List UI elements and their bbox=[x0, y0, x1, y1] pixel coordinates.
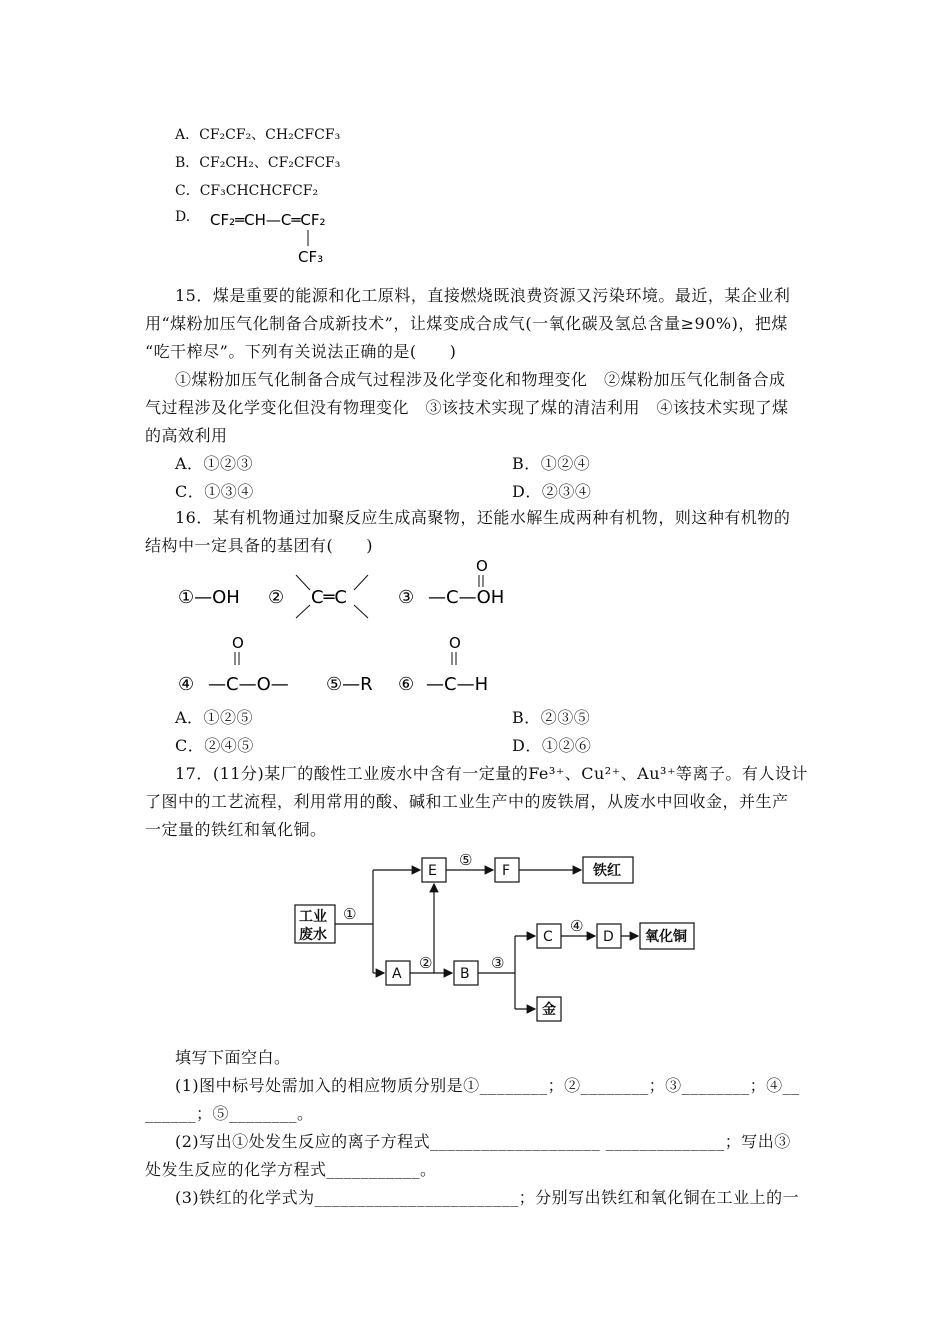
q14-option-a: A．CF₂CF₂、CH₂CFCF₃ bbox=[175, 127, 341, 143]
q17-part1-line2: ______；⑤________。 bbox=[145, 1104, 314, 1123]
q15-option-c: C．①③④ bbox=[175, 482, 254, 501]
q17-flow-chart bbox=[285, 845, 705, 1030]
q17-stem-line1: 17．(11分)某厂的酸性工业废水中含有一定量的Fe³⁺、Cu²⁺、Au³⁺等离子。有人设计 bbox=[175, 764, 808, 783]
q16-group-2-structure: C═C bbox=[311, 587, 347, 608]
svg-text:铁红: 铁红 bbox=[593, 863, 621, 879]
svg-text:A: A bbox=[392, 966, 402, 982]
svg-text:氧化铜: 氧化铜 bbox=[645, 929, 687, 945]
q15-option-a: A．①②③ bbox=[175, 454, 254, 473]
svg-text:C: C bbox=[543, 929, 553, 945]
q16-group-6-oxygen: O bbox=[449, 634, 461, 652]
q17-part2-line1: (2)写出①处发生反应的离子方程式____________________ ______________；写出③ bbox=[175, 1132, 791, 1151]
q16-group-6-number: ⑥ bbox=[398, 674, 415, 695]
svg-text:B: B bbox=[460, 966, 470, 982]
q16-group-3-structure: —C—OH bbox=[428, 587, 505, 608]
svg-text:金: 金 bbox=[542, 1002, 556, 1018]
q17-stem-line3: 一定量的铁红和氧化铜。 bbox=[145, 820, 327, 839]
q14-option-d-label: D. bbox=[175, 209, 191, 225]
q16-group-4-oxygen: O bbox=[232, 634, 244, 652]
svg-text:③: ③ bbox=[491, 954, 505, 972]
q15-statement-line3: 的高效利用 bbox=[145, 426, 228, 445]
q16-functional-groups bbox=[170, 555, 550, 705]
q16-group-2-number: ② bbox=[268, 587, 285, 608]
q16-group-3-oxygen: O bbox=[476, 557, 488, 575]
q17-part1-line1: (1)图中标号处需加入的相应物质分别是①________；②________；③________；④__ bbox=[175, 1076, 800, 1095]
q16-group-3-number: ③ bbox=[398, 587, 415, 608]
q16-group-1: ①—OH bbox=[178, 587, 240, 608]
svg-text:F: F bbox=[502, 863, 511, 879]
q15-stem-line2: 用“煤粉加压气化制备合成新技术”，让煤变成合成气(一氧化碳及氢总含量≥90%)，把煤 bbox=[145, 314, 788, 333]
q14-option-c: C．CF₃CHCHCFCF₂ bbox=[175, 183, 319, 199]
q17-part3-line1: (3)铁红的化学式为________________________；分别写出铁红和氧化铜在工业上的一 bbox=[175, 1188, 800, 1207]
q14-option-d-structure bbox=[205, 200, 375, 270]
svg-text:⑤: ⑤ bbox=[459, 851, 473, 869]
q15-stem-line1: 15．煤是重要的能源和化工原料，直接燃烧既浪费资源又污染环境。最近，某企业利 bbox=[175, 286, 791, 305]
svg-text:①: ① bbox=[343, 905, 357, 923]
q15-statement-line1: ①煤粉加压气化制备合成气过程涉及化学变化和物理变化 ②煤粉加压气化制备合成 bbox=[175, 370, 786, 389]
q17-fill-intro: 填写下面空白。 bbox=[175, 1048, 291, 1067]
q16-stem-line2: 结构中一定具备的基团有( ) bbox=[145, 536, 373, 555]
q15-stem-line3: “吃干榨尽”。下列有关说法正确的是( ) bbox=[145, 342, 457, 361]
svg-text:④: ④ bbox=[570, 917, 584, 935]
q17-part2-line2: 处发生反应的化学方程式___________。 bbox=[145, 1160, 437, 1179]
svg-text:E: E bbox=[428, 863, 437, 879]
q17-stem-line2: 了图中的工艺流程，利用常用的酸、碱和工业生产中的废铁屑，从废水中回收金，并生产 bbox=[145, 792, 789, 811]
q16-group-5: ⑤—R bbox=[326, 674, 373, 695]
q15-statement-line2: 气过程涉及化学变化但没有物理变化 ③该技术实现了煤的清洁利用 ④该技术实现了煤 bbox=[145, 398, 789, 417]
q16-group-4-structure: —C—O— bbox=[208, 674, 289, 695]
q14-d-main-chain: CF₂═CH—C═CF₂ bbox=[210, 211, 326, 229]
q16-option-b: B．②③⑤ bbox=[512, 708, 591, 727]
q15-option-b: B．①②④ bbox=[512, 454, 591, 473]
q16-group-4-number: ④ bbox=[178, 674, 195, 695]
q16-option-d: D．①②⑥ bbox=[512, 736, 592, 755]
svg-text:工业: 工业 bbox=[299, 909, 327, 925]
q16-option-c: C．②④⑤ bbox=[175, 736, 254, 755]
q16-stem-line1: 16．某有机物通过加聚反应生成高聚物，还能水解生成两种有机物，则这种有机物的 bbox=[175, 508, 791, 527]
q15-option-d: D．②③④ bbox=[512, 482, 592, 501]
q16-group-6-structure: —C—H bbox=[426, 674, 489, 695]
q14-d-branch: CF₃ bbox=[298, 248, 324, 266]
svg-text:D: D bbox=[603, 929, 614, 945]
q16-option-a: A．①②⑤ bbox=[175, 708, 254, 727]
svg-text:废水: 废水 bbox=[299, 927, 327, 943]
svg-text:②: ② bbox=[419, 954, 433, 972]
q14-option-b: B．CF₂CH₂、CF₂CFCF₃ bbox=[175, 155, 341, 171]
